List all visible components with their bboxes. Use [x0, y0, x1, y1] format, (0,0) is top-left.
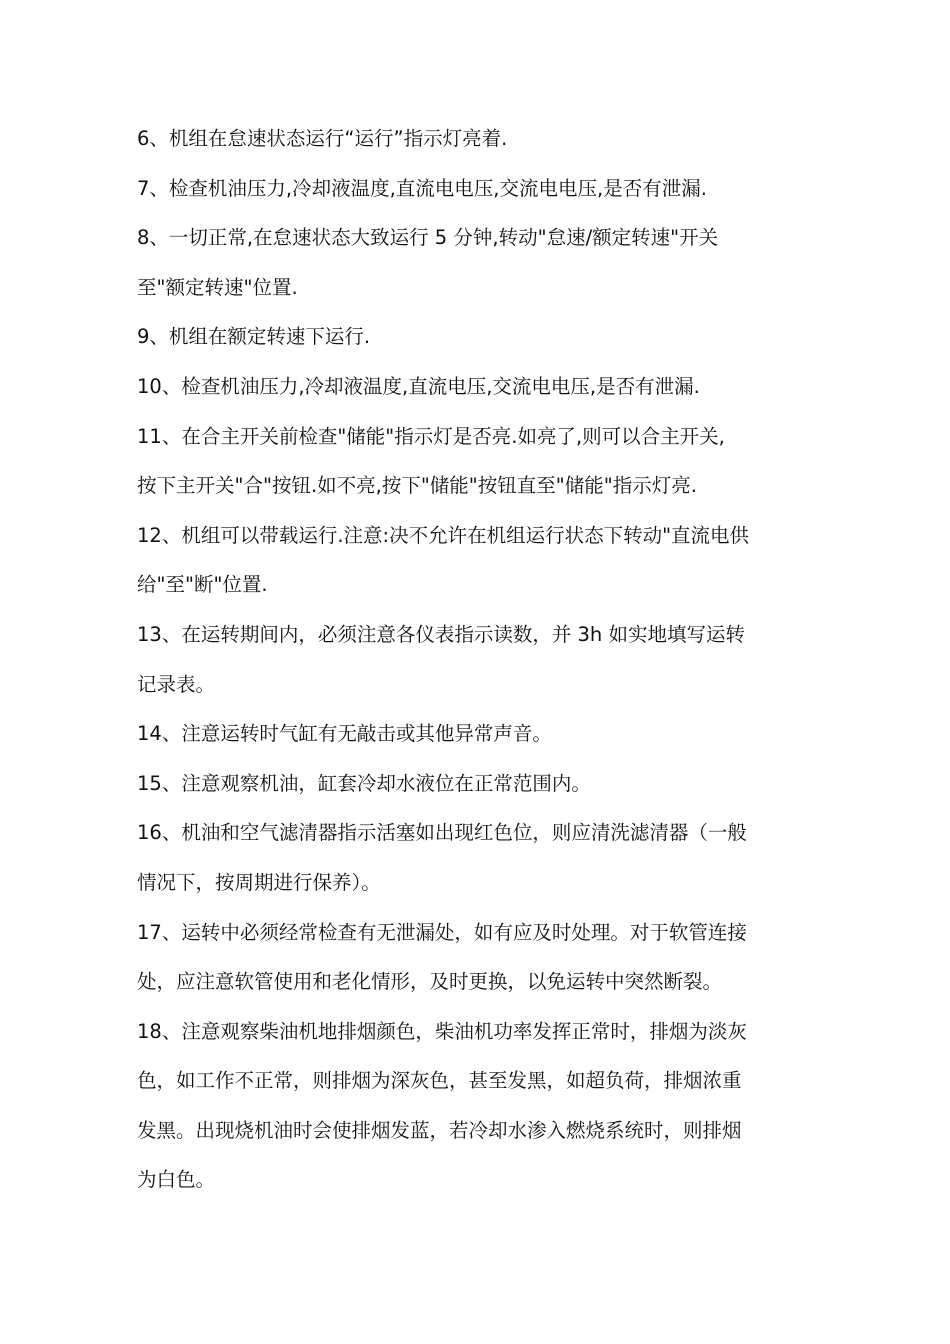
- text-line: 17、运转中必须经常检查有无泄漏处，如有应及时处理。对于软管连接: [137, 920, 747, 944]
- text-line: 处，应注意软管使用和老化情形，及时更换，以免运转中突然断裂。: [137, 970, 723, 994]
- text-line: 发黑。出现烧机油时会使排烟发蓝，若冷却水渗入燃烧系统时，则排烟: [137, 1118, 742, 1142]
- document-body: [137, 114, 827, 1205]
- text-line: 16、机油和空气滤清器指示活塞如出现红色位，则应清洗滤清器（一般: [137, 821, 747, 845]
- text-line: 11、在合主开关前检查"储能"指示灯是否亮.如亮了,则可以合主开关,: [137, 424, 725, 448]
- text-line: 14、注意运转时气缸有无敲击或其他异常声音。: [137, 722, 552, 746]
- text-line: 至"额定转速"位置.: [137, 275, 298, 299]
- text-line: 15、注意观察机油，缸套冷却水液位在正常范围内。: [137, 771, 591, 795]
- text-line: 7、检查机油压力,冷却液温度,直流电电压,交流电电压,是否有泄漏.: [137, 176, 707, 200]
- text-line: 为白色。: [137, 1168, 216, 1192]
- text-line: 按下主开关"合"按钮.如不亮,按下"储能"按钮直至"储能"指示灯亮.: [137, 474, 697, 498]
- text-line: 9、机组在额定转速下运行.: [137, 325, 371, 349]
- text-line: 记录表。: [137, 672, 216, 696]
- text-line: 色，如工作不正常，则排烟为深灰色，甚至发黑，如超负荷，排烟浓重: [137, 1069, 742, 1093]
- text-line: 10、检查机油压力,冷却液温度,直流电压,交流电电压,是否有泄漏.: [137, 374, 700, 398]
- text-line: 给"至"断"位置.: [137, 573, 268, 597]
- text-line: 12、机组可以带载运行.注意:决不允许在机组运行状态下转动"直流电供: [137, 523, 750, 547]
- text-line: 18、注意观察柴油机地排烟颜色，柴油机功率发挥正常时，排烟为淡灰: [137, 1019, 747, 1043]
- text-line: 情况下，按周期进行保养）。: [137, 870, 381, 894]
- text-line: 13、在运转期间内，必须注意各仪表指示读数，并 3h 如实地填写运转: [137, 622, 745, 646]
- text-line: 6、机组在怠速状态运行“运行”指示灯亮着.: [137, 127, 508, 150]
- text-line: 8、一切正常,在怠速状态大致运行 5 分钟,转动"怠速/额定转速"开关: [137, 226, 719, 250]
